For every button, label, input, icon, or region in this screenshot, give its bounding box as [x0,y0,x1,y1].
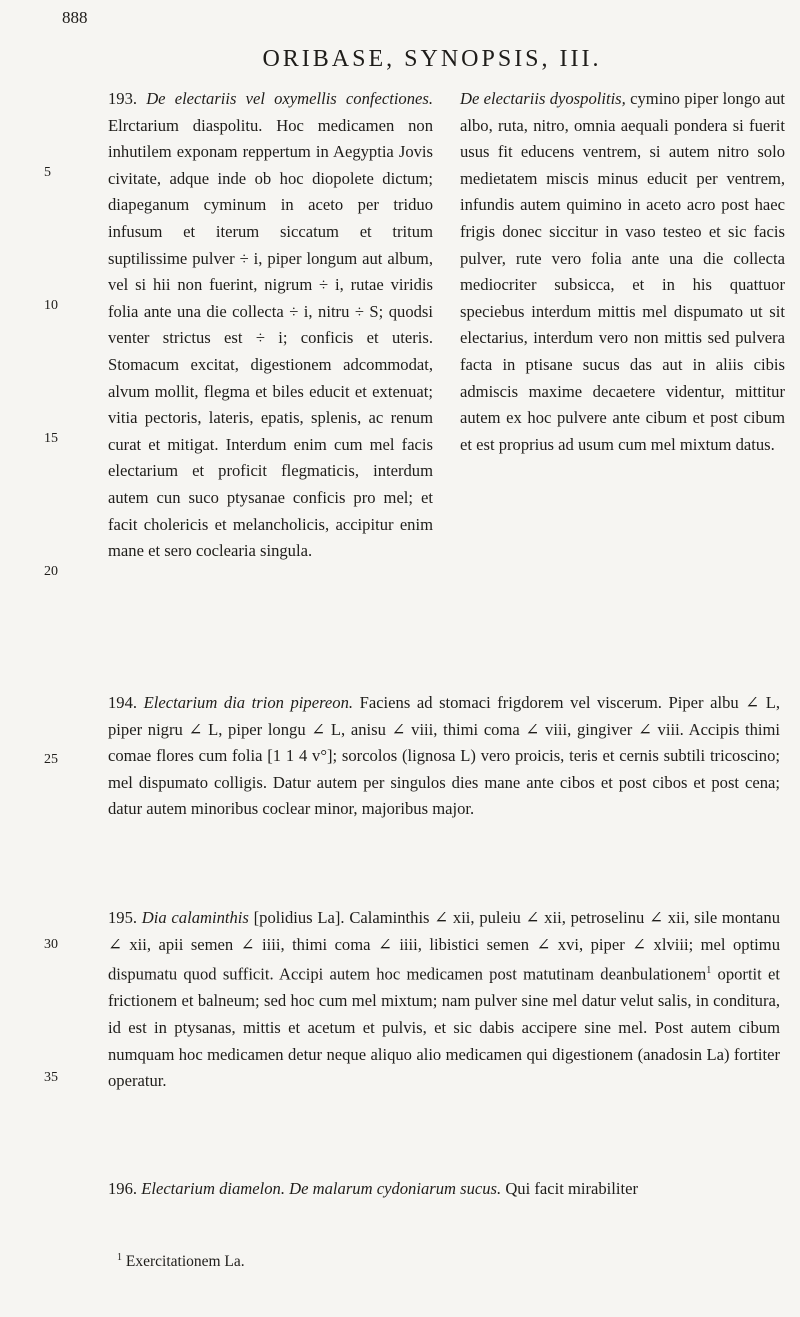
section-text: Qui facit mirabiliter [505,1179,639,1198]
footnote-text: Exercitationem La. [125,1253,245,1271]
line-number: 30 [44,937,58,952]
section-193 [108,86,433,565]
right-column [460,86,785,458]
running-title: ORIBASE, SYNOPSIS, III. [262,46,602,72]
line-number: 15 [44,431,58,446]
section-number: 194. [108,693,138,712]
footnote [117,1252,245,1271]
section-title: Dia calaminthis [141,908,249,927]
line-number: 10 [44,298,58,313]
line-number: 35 [44,1070,58,1085]
page-number: 888 [62,8,88,27]
line-number: 20 [44,564,58,579]
section-title: Electarium dia trion pipereon. [143,693,354,712]
section-number: 195. [108,908,138,927]
section-number: 193. [108,89,138,108]
section-title: De electariis vel oxymellis confectiones. [146,89,433,108]
section-text: Faciens ad stomaci frigdorem vel viscerum. Piper albu ∠ L, piper nigru ∠ L, piper longu ∠ L, anisu ∠ viii, thimi coma ∠ viii, gingiver ∠ viii. Accipis thimi comae flores cum folia [1 1 4 v°]; sorcolos (lignosa L) vero proicis, teris et cernis subtili tricoscino; mel dispumato colligis. Datur autem per singulos dies mane ante cibos et post cibos et post cena; datur autem minoribus coclear minor, majoribus major. [108,693,780,819]
section-number: 196. [108,1179,138,1198]
section-196 [108,1176,780,1203]
section-text: oportit et frictionem et balneum; sed hoc cum mel mixtum; nam pulver sine mel datur velut salis, in conditura, id est in ptysanas, mittis et acetum et pulvis, et sic dabis accipere sine mel. Post autem cibum numquam hoc medicamen detur neque aliquo alio medicamen qui digestionem (anadosin La) fortiter operatur. [108,964,780,1091]
line-number: 5 [44,165,51,180]
section-bracket: [polidius La]. [253,908,345,927]
section-title: De electariis dyospolitis, [460,89,626,108]
left-column [108,86,433,565]
section-194 [108,690,780,823]
section-text: cymino piper longo aut albo, ruta, nitro, omnia aequali pondera si fuerit usus fit educens ventrem, si autem nitro solo medietatem miscis minus educit per ventrem, infundis autem quimino in aceto acro post haec frigis donec siccitur in vaso testeo et sic facis pulver, rute vero folia ante una die collecta mediocriter subsicca, et in his quattuor speciebus interdum mittis mel dispumato ut sit electarius, interdum vero non mittis sed pulvera facta in ptisane sucus das aut in aliis cibis admiscis maxime decaetere videntur, mittitur autem ex hoc pulvere ante cibum et post cibum et est proprius ad usum cum mel mixtum datus. [460,89,786,454]
footnote-mark: 1 [117,1252,122,1263]
section-195 [108,905,780,1095]
section-text: Calaminthis ∠ xii, puleiu ∠ xii, petroselinu ∠ xii, sile montanu ∠ xii, apii semen ∠ iiii, thimi coma ∠ iiii, libistici semen ∠ xvi, piper ∠ xlviii; mel optimu dispumatu quod sufficit. Accipi autem hoc medicamen post matutinam deanbulationem [108,908,780,984]
section-title: Electarium diamelon. De malarum cydoniarum sucus. [141,1179,502,1198]
line-number: 25 [44,752,58,767]
section-193-variant [460,86,785,458]
footnote-mark: 1 [706,965,712,977]
section-text: Elrctarium diaspolitu. Hoc medicamen non inhutilem exponam reppertum in Aegyptia Jovis civitate, adque inde ob hoc diopolete dictum; diapeganum cyminum in aceto per triduo infusum et iterum siccatum et tritum suptilissime pulver ÷ i, piper longum aut album, vel si hii non fuerint, nigrum ÷ i, rutae viridis folia ante una die collecta ÷ i, nitru ÷ S; quodsi venter strictus est ÷ i; conficis et uteris. Stomacum excitat, digestionem adcommodat, alvum mollit, flegma et biles educit et extenuat; vitia pectoris, lateris, epatis, splenis, ac renum curat et mitigat. Interdum enim cum mel facis electarium et proficit flegmaticis, interdum autem cun suco ptysanae conficis pro mel; et facit cholericis et melancholicis, accipitur enim mane et sero coclearia singula. [108,115,433,561]
